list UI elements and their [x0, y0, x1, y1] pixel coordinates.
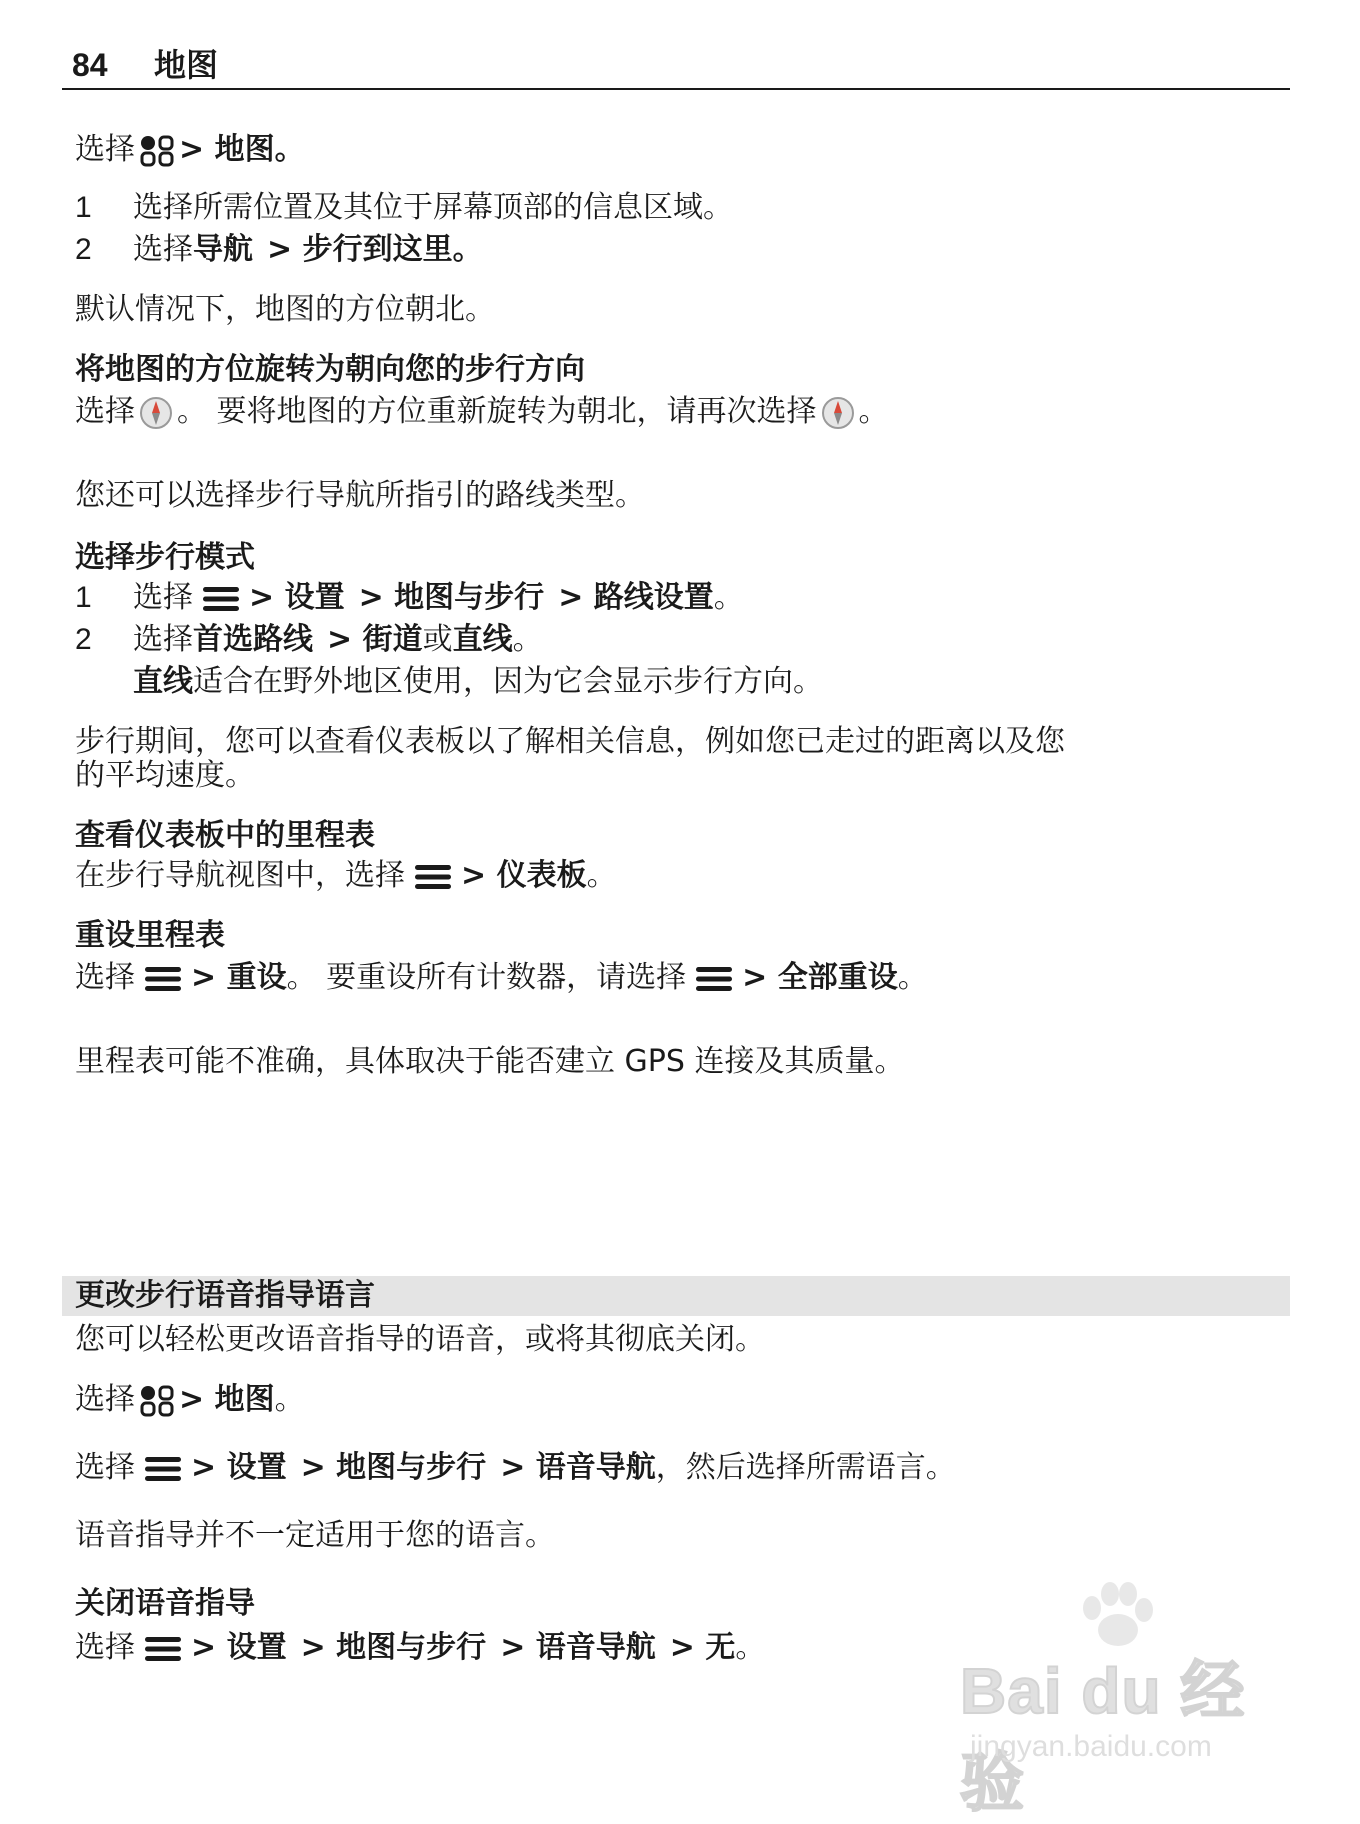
dashboard-path: > 仪表板 — [461, 858, 587, 893]
step2-line — [75, 230, 483, 270]
dashboard-intro-1: 步行期间，您可以查看仪表板以了解相关信息，例如您已走过的距离以及您 — [75, 724, 1065, 759]
voice-end: 。 — [274, 1382, 305, 1417]
path-map-walk: > 地图与步行 — [300, 1630, 487, 1665]
dashboard-intro-2: 的平均速度。 — [75, 758, 255, 793]
odometer-pre: 在步行导航视图中，选择 — [75, 858, 405, 893]
step-number: 1 — [75, 191, 92, 224]
path-settings: > 设置 — [191, 1630, 287, 1665]
menu-icon — [143, 965, 183, 993]
step-number: 2 — [75, 233, 92, 266]
rotate-heading: 将地图的方位旋转为朝向您的步行方向 — [75, 352, 585, 387]
preferred-route: 首选路线 — [193, 622, 313, 657]
walk-mode-step2 — [75, 620, 543, 660]
path-map-walk: > 地图与步行 — [358, 580, 545, 615]
odometer-end: 。 — [586, 858, 617, 893]
voice-note: 语音指导并不一定适用于您的语言。 — [75, 1518, 555, 1553]
maps-path: > 地图 — [179, 1382, 275, 1417]
step-text: 选择所需位置及其位于屏幕顶部的信息区域。 — [133, 190, 733, 225]
close-voice-heading: 关闭语音指导 — [75, 1586, 255, 1621]
step-pre: 选择 — [133, 232, 193, 267]
reset-end: 。 — [897, 960, 928, 995]
step-end: 。 — [713, 580, 744, 615]
route-type: 您还可以选择步行导航所指引的路线类型。 — [75, 478, 645, 513]
menu-icon — [413, 863, 453, 891]
walk-mode-note — [133, 662, 823, 702]
odometer-heading: 查看仪表板中的里程表 — [75, 818, 375, 853]
walk-mode-step1 — [75, 578, 744, 618]
voice-pre: 选择 — [75, 1450, 135, 1485]
baidu-watermark — [960, 1580, 1290, 1819]
path-none: > 无 — [669, 1630, 736, 1665]
path-settings: > 设置 — [191, 1450, 287, 1485]
reset-pre: 选择 — [75, 960, 135, 995]
page-header — [62, 44, 1290, 90]
menu-icon — [143, 1455, 183, 1483]
reset-path: > 重设 — [191, 960, 287, 995]
apps-grid-icon — [139, 1384, 175, 1418]
voice-line1 — [75, 1380, 305, 1420]
step-number: 2 — [75, 623, 92, 656]
reset-line — [75, 958, 928, 998]
path-map-walk: > 地图与步行 — [300, 1450, 487, 1485]
voice-end: ，然后选择所需语言。 — [655, 1450, 956, 1485]
section-title: 地图 — [154, 47, 219, 83]
odometer-line — [75, 856, 617, 896]
step1-line — [75, 188, 733, 228]
voice-line2 — [75, 1448, 956, 1488]
close-pre: 选择 — [75, 1630, 135, 1665]
close-voice-line — [75, 1628, 765, 1668]
menu-icon — [143, 1635, 183, 1663]
page-number: 84 — [72, 47, 108, 83]
step-number: 1 — [75, 581, 92, 614]
accuracy-note: 里程表可能不准确，具体取决于能否建立 GPS 连接及其质量。 — [75, 1044, 905, 1079]
note-rest: 适合在野外地区使用，因为它会显示步行方向。 — [193, 664, 823, 699]
intro-path: > 地图。 — [179, 132, 305, 167]
menu-icon — [694, 965, 734, 993]
nav-label: 导航 — [193, 232, 253, 267]
close-end: 。 — [735, 1630, 766, 1665]
watermark-logo: Bai du 经验 — [960, 1655, 1246, 1819]
reset-all-path: > 全部重设 — [742, 960, 898, 995]
rotate-mid: 。 要将地图的方位重新旋转为朝北，请再次选择 — [177, 394, 817, 429]
voice-heading: 更改步行语音指导语言 — [75, 1278, 375, 1313]
walk-here-path: > 步行到这里。 — [267, 232, 483, 267]
step-end: 。 — [512, 622, 543, 657]
path-route-settings: > 路线设置 — [558, 580, 714, 615]
rotate-pre: 选择 — [75, 394, 135, 429]
voice-pre: 选择 — [75, 1382, 135, 1417]
watermark-url: jingyan.baidu.com — [970, 1730, 1212, 1763]
straight-option: 直线 — [452, 622, 513, 657]
straight-label: 直线 — [133, 664, 193, 699]
rotate-line — [75, 392, 889, 432]
step-pre: 选择 — [133, 622, 193, 657]
walk-mode-heading: 选择步行模式 — [75, 540, 255, 575]
menu-icon — [201, 585, 241, 613]
step-pre: 选择 — [133, 580, 193, 615]
compass-icon — [821, 396, 855, 430]
or-word: 或 — [422, 622, 453, 657]
reset-mid: 。 要重设所有计数器，请选择 — [286, 960, 687, 995]
intro-line — [75, 130, 305, 170]
voice-desc: 您可以轻松更改语音指导的语音，或将其彻底关闭。 — [75, 1322, 765, 1357]
path-settings: > 设置 — [249, 580, 345, 615]
rotate-end: 。 — [858, 394, 889, 429]
path-voice-nav: > 语音导航 — [500, 1450, 656, 1485]
street-option: > 街道 — [327, 622, 423, 657]
reset-heading: 重设里程表 — [75, 918, 225, 953]
intro-pre: 选择 — [75, 132, 135, 167]
path-voice-nav: > 语音导航 — [500, 1630, 656, 1665]
apps-grid-icon — [139, 134, 175, 168]
default-orientation: 默认情况下，地图的方位朝北。 — [75, 292, 495, 327]
compass-icon — [139, 396, 173, 430]
